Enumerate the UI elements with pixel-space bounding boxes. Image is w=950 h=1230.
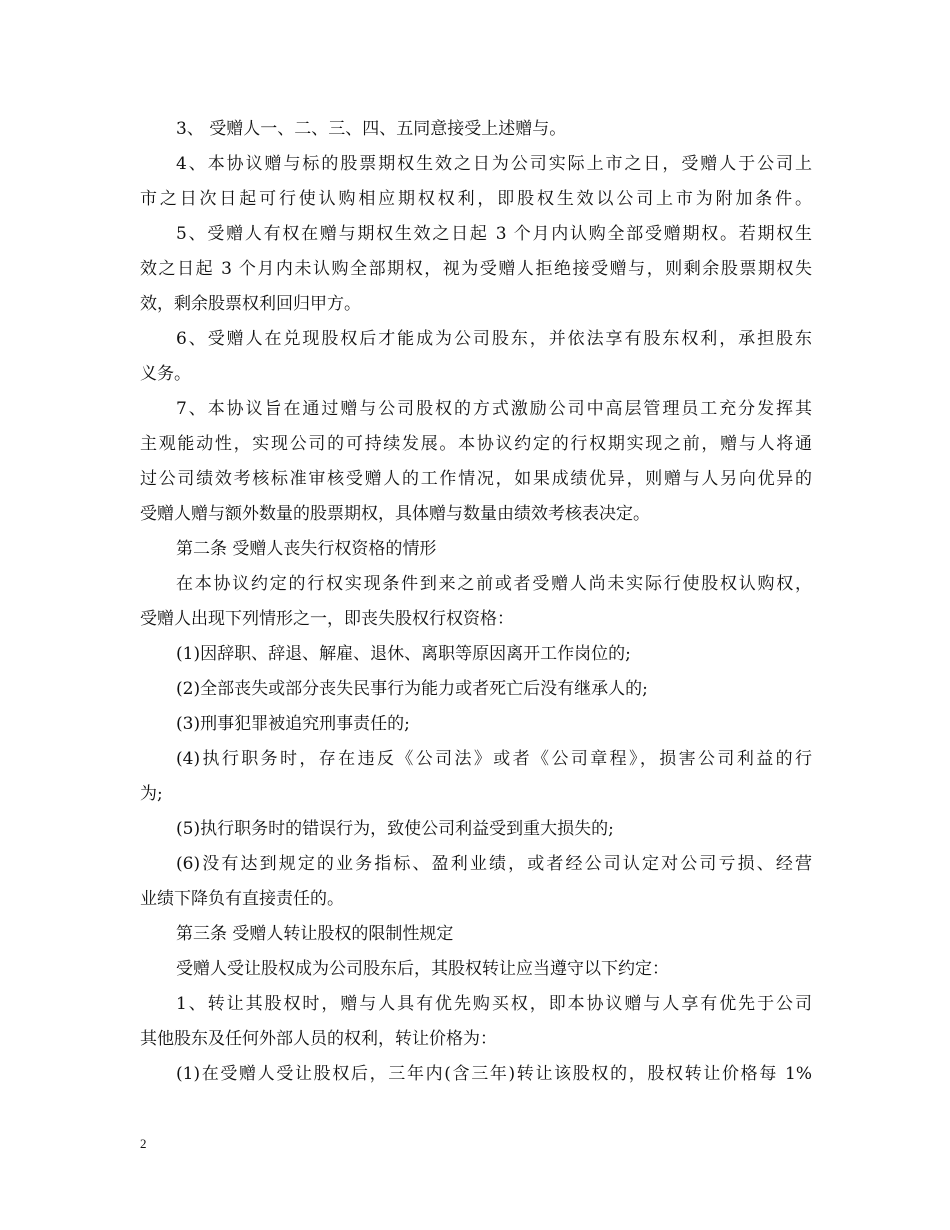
page-number: 2 (140, 1136, 147, 1151)
text-line: 主观能动性，实现公司的可持续发展。本协议约定的行权期实现之前，赠与人将通 (140, 434, 812, 454)
text-line: 在本协议约定的行权实现条件到来之前或者受赠人尚未实际行使股权认购权， (176, 574, 812, 594)
text-line: 1、转让其股权时，赠与人具有优先购买权，即本协议赠与人享有优先于公司 (176, 994, 812, 1014)
text-line: 效之日起 3 个月内未认购全部期权，视为受赠人拒绝接受赠与，则剩余股票期权失 (140, 259, 812, 279)
text-line: 受赠人出现下列情形之一，即丧失股权行权资格： (140, 609, 514, 629)
text-line: 其他股东及任何外部人员的权利，转让价格为： (140, 1029, 497, 1049)
text-line: (5)执行职务时的错误行为，致使公司利益受到重大损失的; (176, 819, 614, 839)
text-line: 5、受赠人有权在赠与期权生效之日起 3 个月内认购全部受赠期权。若期权生 (176, 224, 812, 244)
text-line: (1)在受赠人受让股权后，三年内(含三年)转让该股权的，股权转让价格每 1% (176, 1064, 812, 1084)
text-line: 受赠人受让股权成为公司股东后，其股权转让应当遵守以下约定： (176, 959, 669, 979)
text-line: (6)没有达到规定的业务指标、盈利业绩，或者经公司认定对公司亏损、经营 (176, 854, 812, 874)
text-line: 义务。 (140, 364, 191, 384)
text-line: 4、本协议赠与标的股票期权生效之日为公司实际上市之日，受赠人于公司上 (176, 154, 812, 174)
text-line: 第三条 受赠人转让股权的限制性规定 (176, 924, 454, 944)
text-line: 效，剩余股票权利回归甲方。 (140, 294, 361, 314)
text-line: 6、受赠人在兑现股权后才能成为公司股东，并依法享有股东权利，承担股东 (176, 329, 812, 349)
text-line: 为; (140, 784, 163, 804)
text-line: 过公司绩效考核标准审核受赠人的工作情况，如果成绩优异，则赠与人另向优异的 (140, 469, 812, 489)
text-line: 3、 受赠人一、二、三、四、五同意接受上述赠与。 (176, 119, 567, 139)
text-line: (4)执行职务时，存在违反《公司法》或者《公司章程》，损害公司利益的行 (176, 749, 812, 769)
text-line: 7、本协议旨在通过赠与公司股权的方式激励公司中高层管理员工充分发挥其 (176, 399, 812, 419)
text-line: (2)全部丧失或部分丧失民事行为能力或者死亡后没有继承人的; (176, 679, 648, 699)
text-line: (3)刑事犯罪被追究刑事责任的; (176, 714, 410, 734)
text-line: 业绩下降负有直接责任的。 (140, 889, 344, 909)
document-body (140, 112, 812, 1092)
text-line: 受赠人赠与额外数量的股票期权，具体赠与数量由绩效考核表决定。 (140, 504, 650, 524)
text-line: 第二条 受赠人丧失行权资格的情形 (176, 539, 437, 559)
text-line: 市之日次日起可行使认购相应期权权利，即股权生效以公司上市为附加条件。 (140, 189, 812, 209)
text-line: (1)因辞职、辞退、解雇、退休、离职等原因离开工作岗位的; (176, 644, 631, 664)
